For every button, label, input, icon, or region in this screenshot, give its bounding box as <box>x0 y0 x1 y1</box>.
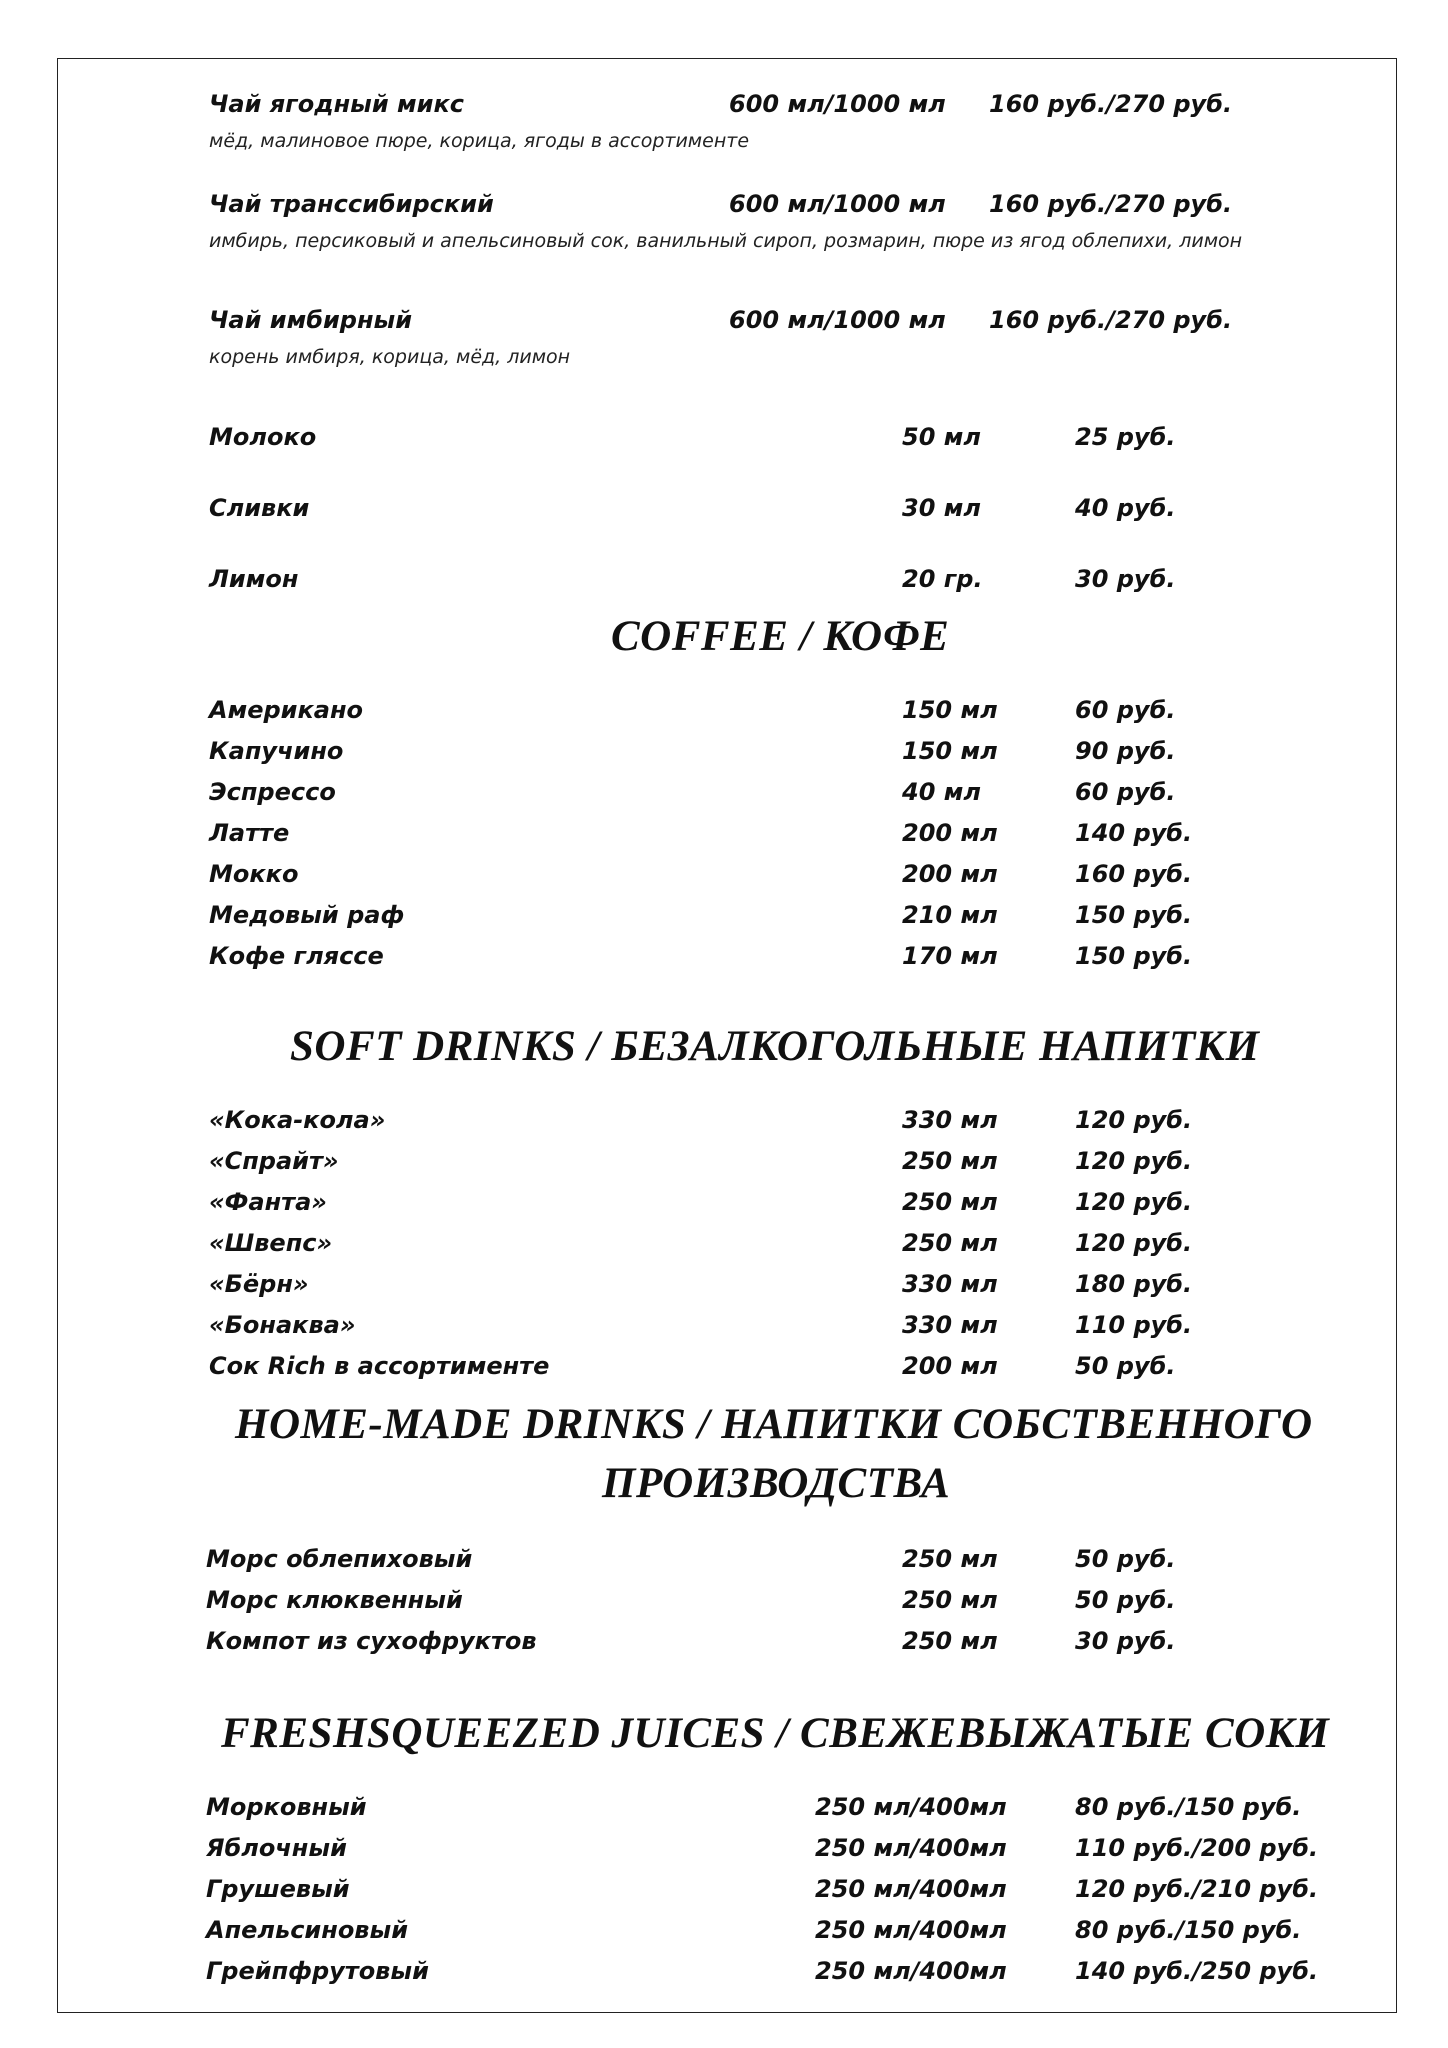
menu-item-description: имбирь, персиковый и апельсиновый сок, ванильный сироп, розмарин, пюре из ягод облепихи, лимон <box>209 230 1243 252</box>
menu-item-name: Эспрессо <box>209 778 336 806</box>
section-heading-home-made-line2: ПРОИЗВОДСТВА <box>602 1460 951 1507</box>
menu-item-name: «Кока-кола» <box>209 1106 386 1134</box>
menu-item-volume: 250 мл/400мл <box>815 1793 1007 1821</box>
menu-item-name: Американо <box>209 696 364 724</box>
section-heading-juices: FRESHSQUEEZED JUICES / СВЕЖЕВЫЖАТЫЕ СОКИ <box>221 1710 1330 1757</box>
menu-item-price: 80 руб./150 руб. <box>1075 1916 1302 1944</box>
menu-item-volume: 330 мл <box>902 1311 998 1339</box>
menu-item-description: мёд, малиновое пюре, корица, ягоды в ассортименте <box>209 130 750 152</box>
menu-item-name: Мокко <box>209 860 299 888</box>
menu-item-volume: 210 мл <box>902 901 998 929</box>
menu-item-price: 110 руб. <box>1075 1311 1193 1339</box>
menu-item-price: 160 руб. <box>1075 860 1193 888</box>
menu-item-volume: 200 мл <box>902 1352 998 1380</box>
menu-item-volume: 600 мл/1000 мл <box>729 90 946 118</box>
menu-item-volume: 250 мл <box>902 1229 998 1257</box>
menu-item-price: 50 руб. <box>1075 1586 1176 1614</box>
menu-item-volume: 170 мл <box>902 942 998 970</box>
menu-item-description: корень имбиря, корица, мёд, лимон <box>209 346 571 368</box>
menu-item-name: Чай транссибирский <box>209 190 494 218</box>
menu-item-price: 80 руб./150 руб. <box>1075 1793 1302 1821</box>
menu-item-price: 160 руб./270 руб. <box>989 90 1233 118</box>
menu-item-price: 60 руб. <box>1075 778 1176 806</box>
menu-item-volume: 200 мл <box>902 819 998 847</box>
menu-item-name: «Швепс» <box>209 1229 333 1257</box>
menu-item-price: 50 руб. <box>1075 1352 1176 1380</box>
menu-item-volume: 20 гр. <box>902 565 983 593</box>
menu-item-name: Латте <box>209 819 290 847</box>
menu-item-price: 50 руб. <box>1075 1545 1176 1573</box>
menu-item-name: Медовый раф <box>209 901 405 929</box>
menu-item-name: Кофе гляссе <box>209 942 384 970</box>
menu-item-volume: 150 мл <box>902 737 998 765</box>
menu-item-price: 160 руб./270 руб. <box>989 190 1233 218</box>
menu-item-name: «Фанта» <box>209 1188 327 1216</box>
menu-item-name: Морковный <box>206 1793 367 1821</box>
menu-item-price: 90 руб. <box>1075 737 1176 765</box>
section-heading-home-made: HOME-MADE DRINKS / НАПИТКИ СОБСТВЕННОГО <box>235 1401 1313 1448</box>
menu-item-price: 60 руб. <box>1075 696 1176 724</box>
menu-item-volume: 250 мл <box>902 1147 998 1175</box>
menu-item-volume: 250 мл <box>902 1586 998 1614</box>
menu-item-price: 120 руб./210 руб. <box>1075 1875 1319 1903</box>
menu-item-volume: 250 мл <box>902 1545 998 1573</box>
menu-item-price: 150 руб. <box>1075 942 1193 970</box>
menu-item-name: Грушевый <box>206 1875 350 1903</box>
menu-item-volume: 250 мл <box>902 1188 998 1216</box>
menu-item-name: Апельсиновый <box>206 1916 409 1944</box>
menu-item-volume: 40 мл <box>902 778 981 806</box>
section-heading-coffee: COFFEE / КОФЕ <box>611 613 950 660</box>
menu-item-name: Чай ягодный микс <box>209 90 464 118</box>
menu-item-price: 30 руб. <box>1075 565 1176 593</box>
menu-item-price: 120 руб. <box>1075 1106 1193 1134</box>
menu-item-name: «Бёрн» <box>209 1270 309 1298</box>
menu-item-price: 180 руб. <box>1075 1270 1193 1298</box>
menu-item-price: 30 руб. <box>1075 1627 1176 1655</box>
menu-item-volume: 30 мл <box>902 494 981 522</box>
menu-item-price: 40 руб. <box>1075 494 1176 522</box>
menu-item-name: Лимон <box>209 565 299 593</box>
menu-item-price: 110 руб./200 руб. <box>1075 1834 1319 1862</box>
menu-item-volume: 50 мл <box>902 423 981 451</box>
menu-item-name: Молоко <box>209 423 317 451</box>
menu-item-price: 140 руб. <box>1075 819 1193 847</box>
section-heading-soft-drinks: SOFT DRINKS / БЕЗАЛКОГОЛЬНЫЕ НАПИТКИ <box>290 1023 1260 1070</box>
menu-item-volume: 250 мл/400мл <box>815 1916 1007 1944</box>
menu-item-volume: 600 мл/1000 мл <box>729 306 946 334</box>
menu-item-name: Яблочный <box>206 1834 347 1862</box>
menu-item-volume: 330 мл <box>902 1106 998 1134</box>
menu-item-name: Морс клюквенный <box>206 1586 463 1614</box>
menu-item-price: 120 руб. <box>1075 1188 1193 1216</box>
menu-item-price: 140 руб./250 руб. <box>1075 1957 1319 1985</box>
menu-item-price: 120 руб. <box>1075 1147 1193 1175</box>
menu-item-name: Капучино <box>209 737 344 765</box>
menu-item-name: «Бонаква» <box>209 1311 356 1339</box>
menu-item-name: Сок Rich в ассортименте <box>209 1352 550 1380</box>
menu-item-name: Чай имбирный <box>209 306 413 334</box>
menu-item-name: Сливки <box>209 494 310 522</box>
menu-item-volume: 250 мл/400мл <box>815 1834 1007 1862</box>
menu-item-price: 25 руб. <box>1075 423 1176 451</box>
menu-item-volume: 250 мл/400мл <box>815 1875 1007 1903</box>
menu-item-name: «Спрайт» <box>209 1147 339 1175</box>
menu-item-volume: 600 мл/1000 мл <box>729 190 946 218</box>
menu-item-volume: 150 мл <box>902 696 998 724</box>
menu-item-volume: 330 мл <box>902 1270 998 1298</box>
menu-item-volume: 250 мл <box>902 1627 998 1655</box>
menu-item-price: 160 руб./270 руб. <box>989 306 1233 334</box>
menu-item-price: 150 руб. <box>1075 901 1193 929</box>
menu-item-volume: 200 мл <box>902 860 998 888</box>
menu-item-name: Морс облепиховый <box>206 1545 473 1573</box>
menu-item-name: Компот из сухофруктов <box>206 1627 537 1655</box>
menu-item-name: Грейпфрутовый <box>206 1957 429 1985</box>
menu-item-volume: 250 мл/400мл <box>815 1957 1007 1985</box>
menu-item-price: 120 руб. <box>1075 1229 1193 1257</box>
